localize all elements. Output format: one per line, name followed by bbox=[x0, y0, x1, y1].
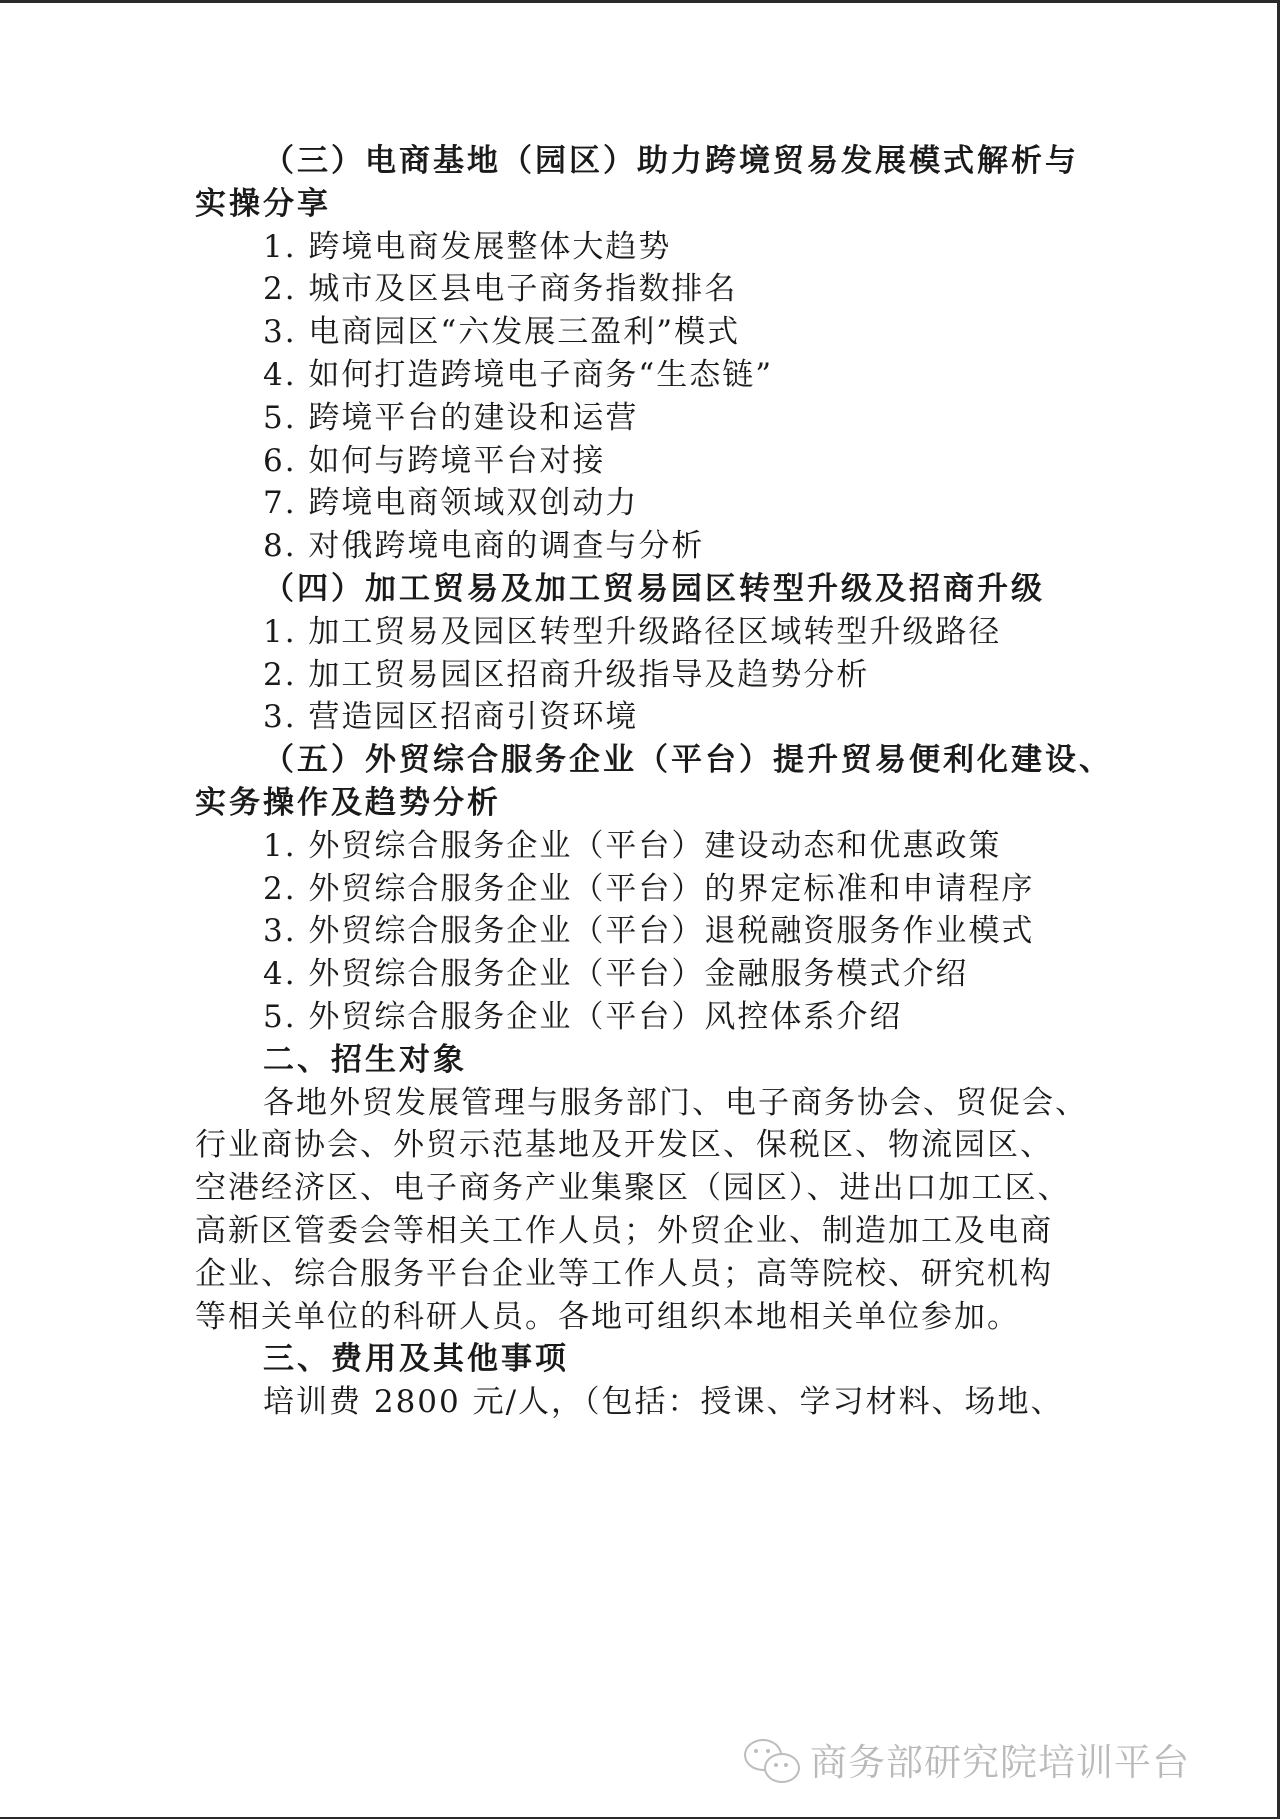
text-line: 7. 跨境电商领域双创动力 bbox=[263, 485, 639, 522]
text-line: 等相关单位的科研人员。各地可组织本地相关单位参加。 bbox=[195, 1298, 1020, 1335]
text-line: 企业、综合服务平台企业等工作人员；高等院校、研究机构 bbox=[195, 1255, 1053, 1292]
text-line: 各地外贸发展管理与服务部门、电子商务协会、贸促会、 bbox=[263, 1084, 1088, 1121]
wechat-icon bbox=[742, 1733, 802, 1785]
text-line: 培训费 2800 元/人，（包括：授课、学习材料、场地、 bbox=[263, 1384, 1064, 1421]
text-line: 1. 跨境电商发展整体大趋势 bbox=[263, 228, 672, 265]
text-line: 空港经济区、电子商务产业集聚区（园区）、进出口加工区、 bbox=[195, 1170, 1071, 1207]
text-line: 3. 营造园区招商引资环境 bbox=[263, 699, 639, 736]
section-heading: 三、费用及其他事项 bbox=[263, 1341, 569, 1378]
text-line: 4. 如何打造跨境电子商务“生态链” bbox=[263, 357, 774, 393]
text-line: 行业商协会、外贸示范基地及开发区、保税区、物流园区、 bbox=[195, 1127, 1053, 1164]
section-heading: （四）加工贸易及加工贸易园区转型升级及招商升级 bbox=[263, 571, 1045, 607]
text-line: 2. 外贸综合服务企业（平台）的界定标准和申请程序 bbox=[263, 870, 1035, 907]
section-heading: （五）外贸综合服务企业（平台）提升贸易便利化建设、 bbox=[263, 742, 1113, 779]
text-line: 6. 如何与跨境平台对接 bbox=[263, 442, 606, 479]
watermark bbox=[742, 1733, 1242, 1785]
text-line: 8. 对俄跨境电商的调查与分析 bbox=[263, 528, 705, 565]
section-heading: （三）电商基地（园区）助力跨境贸易发展模式解析与 bbox=[263, 143, 1079, 179]
text-line: 1. 加工贸易及园区转型升级路径区域转型升级路径 bbox=[263, 613, 1002, 650]
section-heading: 实操分享 bbox=[195, 185, 331, 222]
text-line: 1. 外贸综合服务企业（平台）建设动态和优惠政策 bbox=[263, 827, 1002, 864]
text-line: 4. 外贸综合服务企业（平台）金融服务模式介绍 bbox=[263, 956, 969, 993]
text-line: 2. 城市及区县电子商务指数排名 bbox=[263, 271, 738, 308]
watermark-text: 商务部研究院培训平台 bbox=[810, 1741, 1190, 1784]
text-line: 5. 外贸综合服务企业（平台）风控体系介绍 bbox=[263, 999, 903, 1035]
text-line: 5. 跨境平台的建设和运营 bbox=[263, 399, 639, 436]
text-line: 高新区管委会等相关工作人员；外贸企业、制造加工及电商 bbox=[195, 1213, 1053, 1249]
text-line: 2. 加工贸易园区招商升级指导及趋势分析 bbox=[263, 656, 870, 693]
section-heading: 实务操作及趋势分析 bbox=[195, 785, 501, 821]
text-line: 3. 电商园区“六发展三盈利”模式 bbox=[263, 314, 741, 351]
section-heading: 二、招生对象 bbox=[263, 1041, 467, 1078]
text-line: 3. 外贸综合服务企业（平台）退税融资服务作业模式 bbox=[263, 913, 1035, 950]
